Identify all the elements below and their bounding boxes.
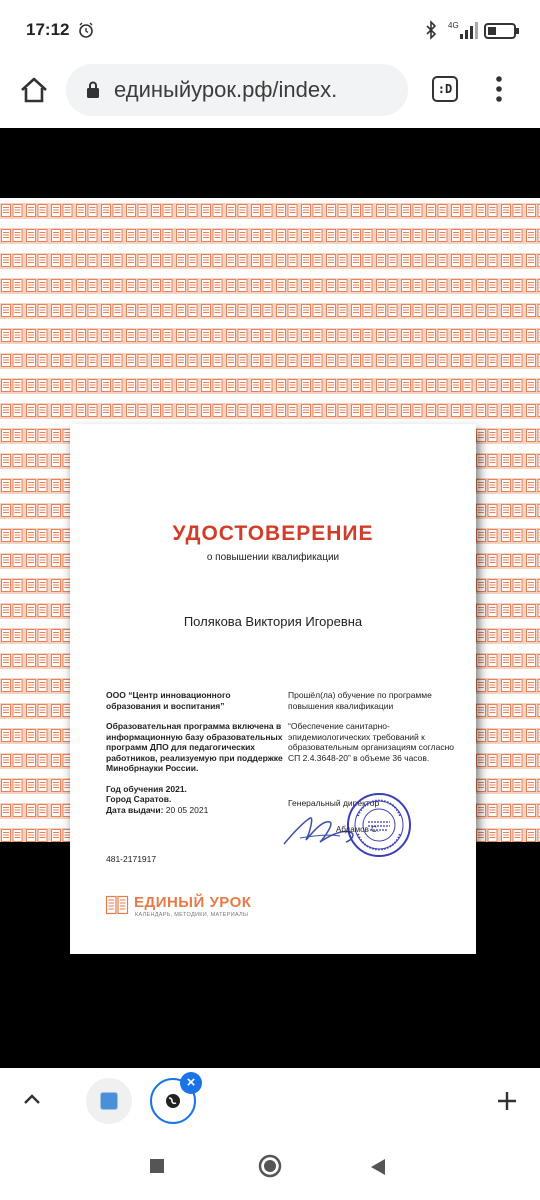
network-type: 4G <box>448 21 459 30</box>
logo-tagline: КАЛЕНДАРЬ, МЕТОДИКИ, МАТЕРИАЛЫ <box>135 912 249 918</box>
signal-icon <box>448 20 478 40</box>
issue-date-label: Дата выдачи: <box>106 804 164 815</box>
tab-favicon <box>100 1092 118 1110</box>
status-time: 17:12 <box>26 20 70 39</box>
recent-apps-icon[interactable] <box>150 1159 164 1173</box>
status-bar <box>0 0 540 62</box>
battery-icon <box>484 23 520 39</box>
issue-date-row <box>106 805 286 816</box>
recipient-name: Полякова Виктория Игоревна <box>183 614 363 629</box>
certificate-subtitle: о повышении квалификации <box>206 552 340 563</box>
book-logo-icon <box>106 896 128 914</box>
bluetooth-icon <box>424 21 438 39</box>
certificate-title: УДОСТОВЕРЕНИЕ <box>172 522 374 545</box>
director-title: Генеральный директор <box>288 798 380 808</box>
certificate-left-column <box>106 690 286 815</box>
back-icon[interactable] <box>370 1158 386 1176</box>
study-year: Год обучения 2021. <box>106 783 187 794</box>
lock-icon <box>86 81 100 99</box>
home-button-icon[interactable] <box>258 1154 282 1178</box>
tab-switcher-button[interactable]: :D <box>432 76 458 102</box>
tab-thumbnail-inactive[interactable] <box>86 1078 132 1124</box>
certificate-right-column <box>288 690 463 763</box>
tab-strip <box>0 1068 540 1134</box>
chevron-up-icon[interactable] <box>22 1092 42 1106</box>
training-intro: Прошёл(ла) обучение по программе повышения квалификации <box>288 690 432 711</box>
url-text[interactable]: единыйурок.рф/index. <box>114 77 338 102</box>
training-program: “Обеспечение санитарно-эпидемиологических требований к образовательным организациям согласно СП 2.4.3648-20” в объеме 36 часов. <box>288 721 455 763</box>
organization-name: ООО “Центр инновационного образования и воспитания” <box>106 690 231 711</box>
background-pattern <box>0 198 540 918</box>
more-menu-icon[interactable] <box>494 74 504 104</box>
address-bar[interactable] <box>66 64 408 116</box>
close-tab-button[interactable]: × <box>180 1072 202 1094</box>
issue-date: 20 05 2021 <box>165 804 209 815</box>
director-name: Абдамов С. <box>336 825 380 834</box>
city: Город Саратов. <box>106 794 172 804</box>
globe-icon <box>165 1093 181 1109</box>
program-note: Образовательная программа включена в информационную базу образовательных программ ДПО для педагогических работников, реализуемую при поддержке Минобрнауки России. <box>106 721 283 773</box>
new-tab-icon[interactable] <box>496 1090 518 1112</box>
image-viewer <box>0 128 540 1068</box>
system-navigation-bar <box>0 1134 540 1200</box>
alarm-icon <box>78 22 94 38</box>
certificate-document <box>70 424 476 954</box>
browser-toolbar <box>0 62 540 128</box>
logo-name: ЕДИНЫЙ УРОК <box>134 894 252 911</box>
certificate-number: 481-2171917 <box>106 854 157 864</box>
home-icon[interactable] <box>18 74 50 106</box>
